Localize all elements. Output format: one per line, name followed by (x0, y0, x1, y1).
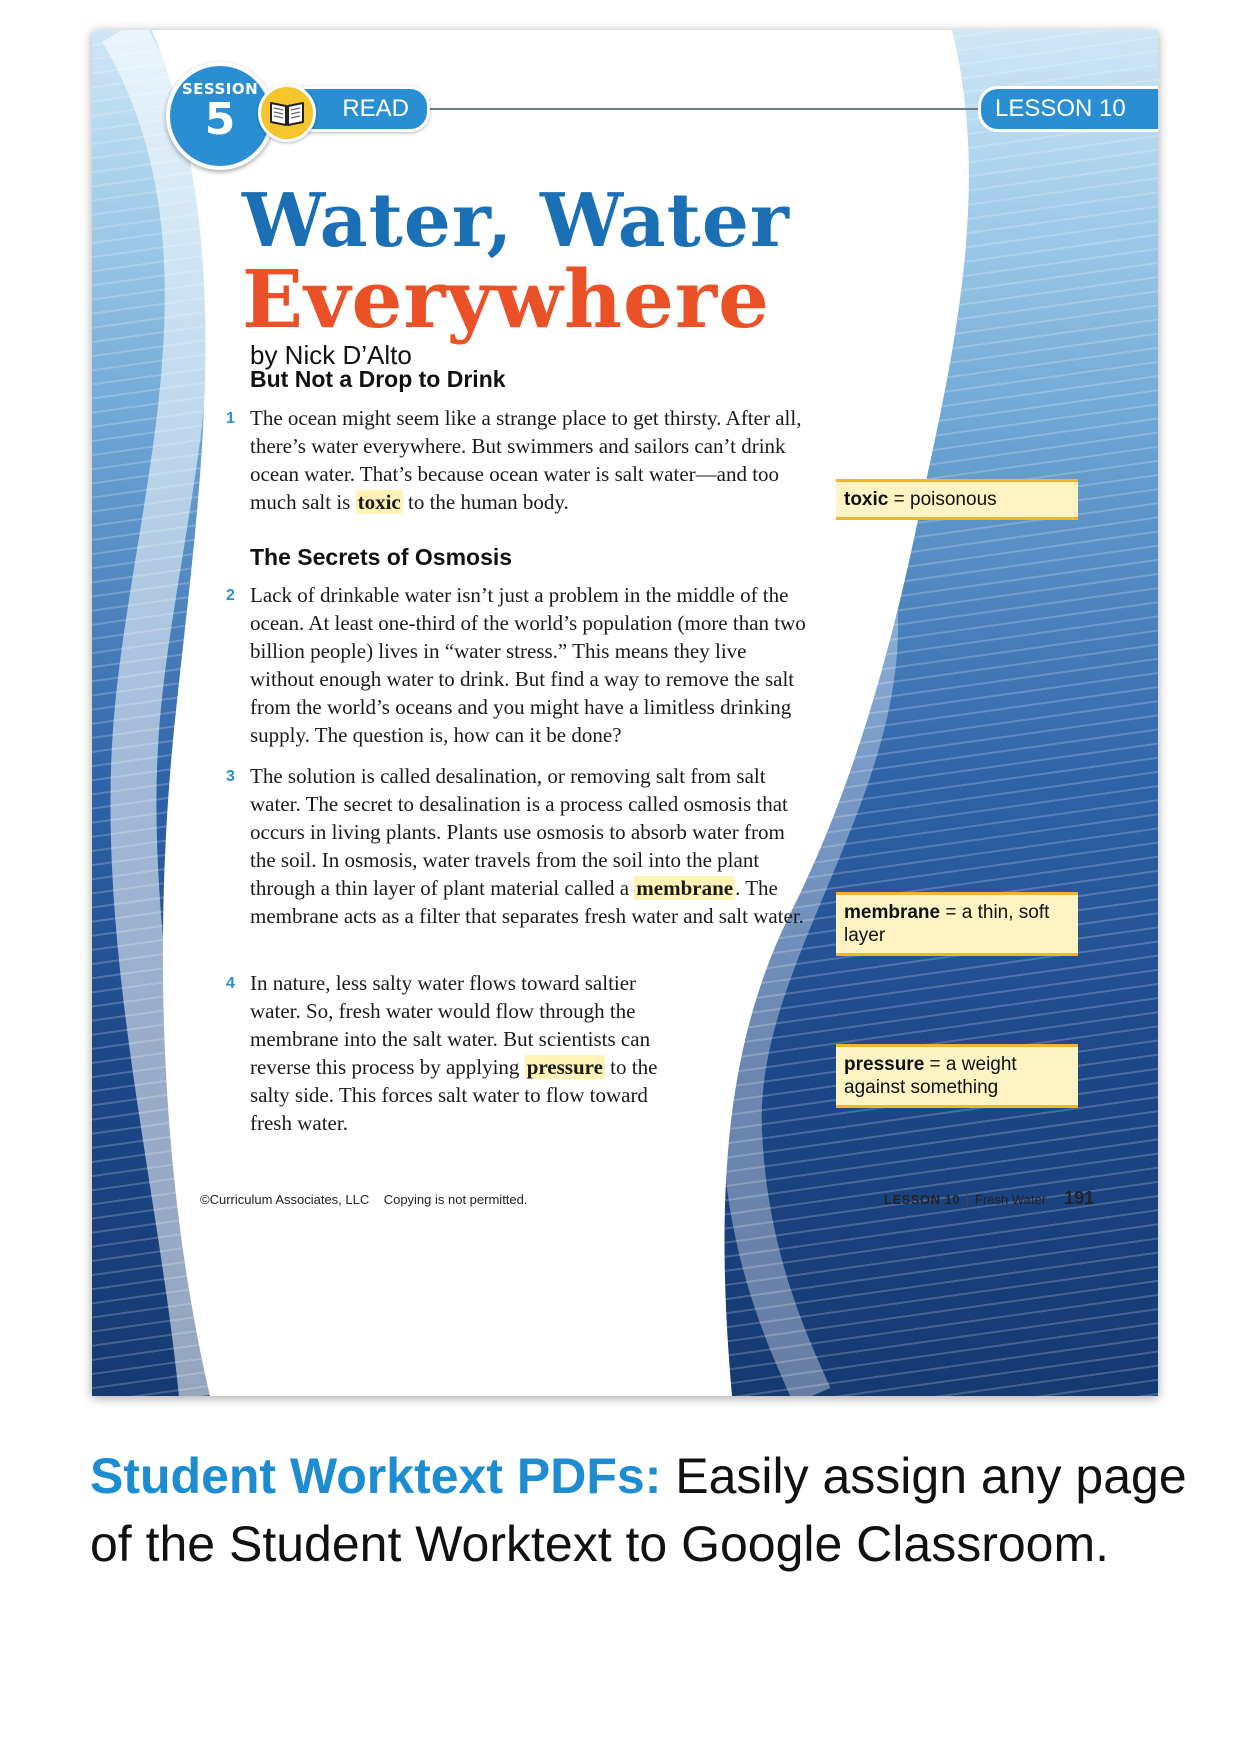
lesson-label: LESSON 10 (978, 86, 1158, 132)
vocab-term-toxic: toxic (357, 490, 401, 514)
vocab-term-membrane: membrane (636, 876, 734, 900)
paragraph-number: 3 (226, 768, 235, 785)
glossary-definition: = a thin, soft layer (844, 902, 1050, 946)
caption-text: Easily assign any page of the Student Worktext to Google Classroom. (90, 1448, 1187, 1572)
footer-divider (967, 1192, 968, 1208)
open-book-icon (258, 84, 316, 142)
paragraph-text: to the salty side. This forces salt water to flow toward fresh water. (250, 1055, 658, 1135)
glossary-definition: = poisonous (888, 489, 997, 510)
glossary-pressure (836, 1044, 1078, 1108)
footer-lesson: LESSON 10 (884, 1192, 961, 1207)
glossary-term: toxic (844, 489, 889, 510)
glossary-term: membrane (844, 902, 941, 923)
worktext-page (92, 30, 1158, 1396)
paragraph-number: 2 (226, 587, 235, 604)
paragraph-text: . The membrane acts as a filter that separates fresh water and salt water. (250, 876, 804, 928)
caption-heading: Student Worktext PDFs: (90, 1448, 662, 1504)
session-number: 5 (204, 94, 236, 145)
title-line-2: Everywhere (242, 252, 770, 346)
copyright-notice: ©Curriculum Associates, LLC Copying is not permitted. (200, 1192, 528, 1207)
footer-topic: Fresh Water (975, 1192, 1047, 1207)
session-label: SESSION (181, 80, 259, 98)
promo-caption (90, 1442, 1210, 1578)
paragraph-text: The ocean might seem like a strange place to get thirsty. After all, there’s water everywhere. But swimmers and sailors can’t drink ocean water. That’s because ocean water is salt water—and too much salt is (250, 406, 802, 514)
glossary-term: pressure (844, 1054, 925, 1075)
vocab-term-pressure: pressure (526, 1055, 603, 1079)
page-footer (884, 1188, 1094, 1209)
paragraph-text: The solution is called desalination, or removing salt from salt water. The secret to desalination is a process called osmosis that occurs in living plants. Plants use osmosis to absorb water from the soil. In osmosis, water travels from the soil into the plant through a thin layer of plant material called a (250, 764, 788, 900)
heading-drop-to-drink: But Not a Drop to Drink (250, 366, 506, 392)
glossary-toxic (836, 479, 1078, 520)
byline: by Nick D’Alto (250, 340, 412, 370)
paragraph-2 (226, 581, 810, 749)
header-rule (404, 108, 978, 110)
paragraph-text: Lack of drinkable water isn’t just a problem in the middle of the ocean. At least one-third of the world’s population (more than two billion people) lives in “water stress.” This means they live without enough water to drink. But find a way to remove the salt from the world’s oceans and you might have a limitless drinking supply. The question is, how can it be done? (250, 583, 806, 747)
paragraph-number: 4 (226, 975, 235, 992)
paragraph-3 (226, 762, 810, 930)
heading-secrets-of-osmosis: The Secrets of Osmosis (250, 544, 513, 570)
paragraph-text: In nature, less salty water flows toward saltier water. So, fresh water would flow through the membrane into the salt water. But scientists can reverse this process by applying (250, 971, 651, 1079)
paragraph-4 (226, 969, 690, 1137)
glossary-definition: = a weight against something (844, 1054, 1017, 1098)
glossary-membrane (836, 892, 1078, 956)
title-line-1: Water, Water (242, 178, 790, 264)
read-label: READ (288, 86, 430, 132)
paragraph-1 (226, 404, 810, 516)
paragraph-number: 1 (226, 410, 235, 427)
page-number: 191 (1064, 1188, 1095, 1208)
paragraph-text: to the human body. (402, 490, 569, 514)
